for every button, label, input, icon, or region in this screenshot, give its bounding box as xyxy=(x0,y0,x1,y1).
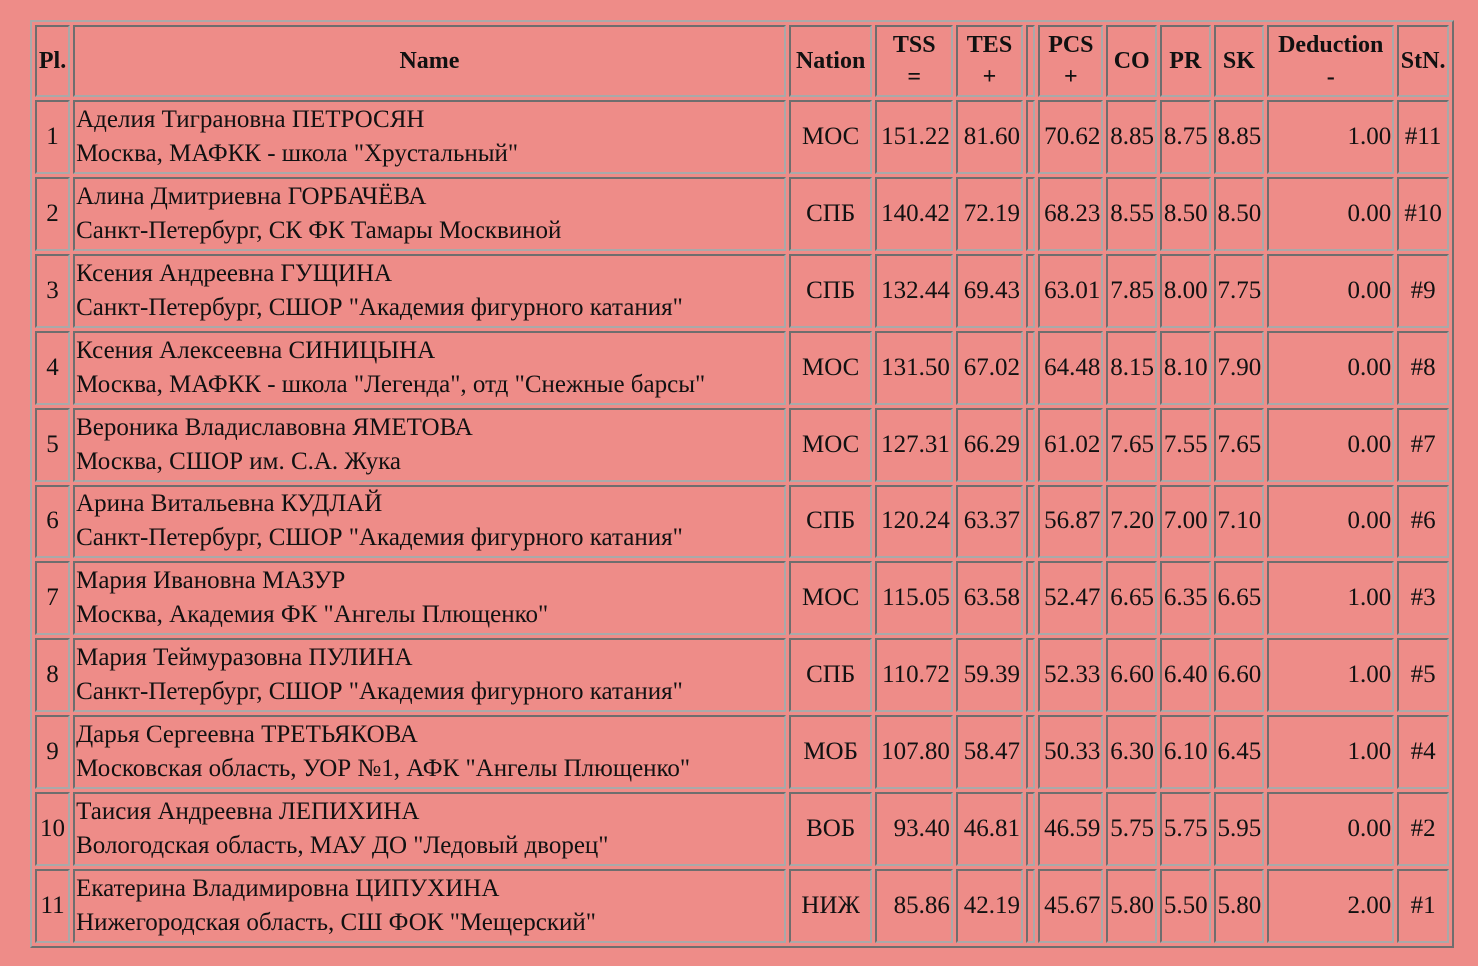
start-number-cell: #3 xyxy=(1397,561,1449,635)
tss-cell: 115.05 xyxy=(875,561,952,635)
table-row xyxy=(35,408,1449,482)
tss-cell: 127.31 xyxy=(875,408,952,482)
header-tes xyxy=(956,25,1023,97)
table-row xyxy=(35,561,1449,635)
header-row xyxy=(35,25,1449,97)
header-stn: StN. xyxy=(1397,25,1449,97)
co-cell: 7.20 xyxy=(1106,485,1157,559)
header-tss-label: TSS xyxy=(892,32,936,58)
skater-cell xyxy=(73,715,786,789)
pcs-cell: 46.59 xyxy=(1038,792,1103,866)
spacer-cell xyxy=(1026,254,1035,328)
tes-cell: 59.39 xyxy=(956,638,1023,712)
skater-name: Арина Витальевна КУДЛАЙ xyxy=(76,490,383,518)
pr-cell: 8.50 xyxy=(1160,177,1211,251)
tes-cell: 69.43 xyxy=(956,254,1023,328)
skater-club: Вологодская область, МАУ ДО "Ледовый дворец" xyxy=(76,832,609,860)
table-row xyxy=(35,715,1449,789)
table-row xyxy=(35,638,1449,712)
spacer-cell xyxy=(1026,792,1035,866)
pcs-cell: 52.33 xyxy=(1038,638,1103,712)
tes-cell: 66.29 xyxy=(956,408,1023,482)
header-tes-label: TES xyxy=(966,32,1013,58)
header-deduction xyxy=(1267,25,1394,97)
start-number-cell: #9 xyxy=(1397,254,1449,328)
skater-club: Санкт-Петербург, СШОР "Академия фигурного катания" xyxy=(76,678,683,706)
deduction-cell: 1.00 xyxy=(1267,715,1394,789)
skater-club: Москва, МАФКК - школа "Легенда", отд "Снежные барсы" xyxy=(76,370,706,398)
tss-cell: 120.24 xyxy=(875,485,952,559)
co-cell: 5.80 xyxy=(1106,869,1157,943)
spacer-cell xyxy=(1026,715,1035,789)
place-cell: 5 xyxy=(35,408,70,482)
pr-cell: 8.00 xyxy=(1160,254,1211,328)
start-number-cell: #10 xyxy=(1397,177,1449,251)
co-cell: 8.85 xyxy=(1106,100,1157,174)
pcs-cell: 56.87 xyxy=(1038,485,1103,559)
place-cell: 9 xyxy=(35,715,70,789)
skater-cell xyxy=(73,869,786,943)
skater-name: Мария Теймуразовна ПУЛИНА xyxy=(76,644,413,672)
start-number-cell: #5 xyxy=(1397,638,1449,712)
skater-club: Санкт-Петербург, СК ФК Тамары Москвиной xyxy=(76,216,562,244)
deduction-cell: 1.00 xyxy=(1267,638,1394,712)
sk-cell: 7.65 xyxy=(1214,408,1265,482)
spacer-cell xyxy=(1026,100,1035,174)
deduction-cell: 0.00 xyxy=(1267,254,1394,328)
pr-cell: 7.55 xyxy=(1160,408,1211,482)
deduction-cell: 2.00 xyxy=(1267,869,1394,943)
sk-cell: 8.50 xyxy=(1214,177,1265,251)
skater-name: Таисия Андреевна ЛЕПИХИНА xyxy=(76,798,420,826)
skater-club: Москва, МАФКК - школа "Хрустальный" xyxy=(76,139,519,167)
header-sk: SK xyxy=(1214,25,1265,97)
deduction-cell: 0.00 xyxy=(1267,485,1394,559)
place-cell: 4 xyxy=(35,331,70,405)
tss-cell: 140.42 xyxy=(875,177,952,251)
deduction-cell: 0.00 xyxy=(1267,177,1394,251)
header-tss-sign: = xyxy=(907,64,922,90)
header-deduction-sign: - xyxy=(1326,64,1335,90)
skater-cell xyxy=(73,485,786,559)
nation-cell: СПБ xyxy=(789,177,873,251)
sk-cell: 7.75 xyxy=(1214,254,1265,328)
table-row xyxy=(35,869,1449,943)
skater-club: Санкт-Петербург, СШОР "Академия фигурного катания" xyxy=(76,293,683,321)
skater-cell xyxy=(73,561,786,635)
nation-cell: МОС xyxy=(789,408,873,482)
pcs-cell: 61.02 xyxy=(1038,408,1103,482)
deduction-cell: 0.00 xyxy=(1267,331,1394,405)
start-number-cell: #1 xyxy=(1397,869,1449,943)
pr-cell: 5.50 xyxy=(1160,869,1211,943)
start-number-cell: #7 xyxy=(1397,408,1449,482)
header-tss xyxy=(875,25,952,97)
header-tes-sign: + xyxy=(982,64,997,90)
tss-cell: 93.40 xyxy=(875,792,952,866)
co-cell: 8.55 xyxy=(1106,177,1157,251)
co-cell: 7.85 xyxy=(1106,254,1157,328)
sk-cell: 6.45 xyxy=(1214,715,1265,789)
header-pr: PR xyxy=(1160,25,1211,97)
tss-cell: 131.50 xyxy=(875,331,952,405)
place-cell: 1 xyxy=(35,100,70,174)
sk-cell: 6.65 xyxy=(1214,561,1265,635)
tss-cell: 85.86 xyxy=(875,869,952,943)
nation-cell: МОС xyxy=(789,331,873,405)
tss-cell: 110.72 xyxy=(875,638,952,712)
pr-cell: 6.40 xyxy=(1160,638,1211,712)
table-row xyxy=(35,792,1449,866)
skater-name: Ксения Андреевна ГУЩИНА xyxy=(76,259,393,287)
skater-name: Аделия Тиграновна ПЕТРОСЯН xyxy=(76,105,425,133)
sk-cell: 7.10 xyxy=(1214,485,1265,559)
tss-cell: 132.44 xyxy=(875,254,952,328)
place-cell: 10 xyxy=(35,792,70,866)
pcs-cell: 45.67 xyxy=(1038,869,1103,943)
skater-cell xyxy=(73,254,786,328)
pcs-cell: 68.23 xyxy=(1038,177,1103,251)
deduction-cell: 0.00 xyxy=(1267,792,1394,866)
spacer-cell xyxy=(1026,331,1035,405)
skater-name: Екатерина Владимировна ЦИПУХИНА xyxy=(76,875,500,903)
header-pl: Pl. xyxy=(35,25,70,97)
sk-cell: 5.95 xyxy=(1214,792,1265,866)
pcs-cell: 70.62 xyxy=(1038,100,1103,174)
nation-cell: МОБ xyxy=(789,715,873,789)
header-pcs xyxy=(1038,25,1103,97)
skater-club: Московская область, УОР №1, АФК "Ангелы Плющенко" xyxy=(76,755,691,783)
skater-cell xyxy=(73,177,786,251)
table-row xyxy=(35,254,1449,328)
skater-club: Нижегородская область, СШ ФОК "Мещерский" xyxy=(76,909,596,937)
skater-name: Мария Ивановна МАЗУР xyxy=(76,567,346,595)
nation-cell: МОС xyxy=(789,561,873,635)
skater-cell xyxy=(73,100,786,174)
tes-cell: 63.58 xyxy=(956,561,1023,635)
place-cell: 11 xyxy=(35,869,70,943)
header-name: Name xyxy=(73,25,786,97)
place-cell: 3 xyxy=(35,254,70,328)
pr-cell: 5.75 xyxy=(1160,792,1211,866)
place-cell: 8 xyxy=(35,638,70,712)
pr-cell: 8.10 xyxy=(1160,331,1211,405)
nation-cell: МОС xyxy=(789,100,873,174)
results-table xyxy=(30,20,1454,948)
pcs-cell: 63.01 xyxy=(1038,254,1103,328)
start-number-cell: #8 xyxy=(1397,331,1449,405)
sk-cell: 7.90 xyxy=(1214,331,1265,405)
co-cell: 5.75 xyxy=(1106,792,1157,866)
tss-cell: 107.80 xyxy=(875,715,952,789)
skater-cell xyxy=(73,638,786,712)
co-cell: 6.60 xyxy=(1106,638,1157,712)
nation-cell: СПБ xyxy=(789,254,873,328)
tes-cell: 58.47 xyxy=(956,715,1023,789)
pr-cell: 7.00 xyxy=(1160,485,1211,559)
pcs-cell: 50.33 xyxy=(1038,715,1103,789)
table-row xyxy=(35,485,1449,559)
skater-cell xyxy=(73,792,786,866)
deduction-cell: 1.00 xyxy=(1267,100,1394,174)
place-cell: 7 xyxy=(35,561,70,635)
pr-cell: 6.10 xyxy=(1160,715,1211,789)
tes-cell: 67.02 xyxy=(956,331,1023,405)
start-number-cell: #4 xyxy=(1397,715,1449,789)
spacer-cell xyxy=(1026,485,1035,559)
tes-cell: 46.81 xyxy=(956,792,1023,866)
place-cell: 2 xyxy=(35,177,70,251)
tss-cell: 151.22 xyxy=(875,100,952,174)
deduction-cell: 1.00 xyxy=(1267,561,1394,635)
spacer-cell xyxy=(1026,869,1035,943)
header-deduction-label: Deduction xyxy=(1278,32,1384,58)
co-cell: 8.15 xyxy=(1106,331,1157,405)
header-spacer xyxy=(1026,25,1035,97)
nation-cell: НИЖ xyxy=(789,869,873,943)
pcs-cell: 64.48 xyxy=(1038,331,1103,405)
skater-cell xyxy=(73,408,786,482)
co-cell: 6.65 xyxy=(1106,561,1157,635)
start-number-cell: #11 xyxy=(1397,100,1449,174)
skater-club: Санкт-Петербург, СШОР "Академия фигурного катания" xyxy=(76,524,683,552)
tes-cell: 72.19 xyxy=(956,177,1023,251)
deduction-cell: 0.00 xyxy=(1267,408,1394,482)
table-row xyxy=(35,331,1449,405)
skater-cell xyxy=(73,331,786,405)
table-row xyxy=(35,100,1449,174)
sk-cell: 8.85 xyxy=(1214,100,1265,174)
skater-club: Москва, СШОР им. С.А. Жука xyxy=(76,447,401,475)
skater-name: Алина Дмитриевна ГОРБАЧЁВА xyxy=(76,182,427,210)
pr-cell: 6.35 xyxy=(1160,561,1211,635)
tes-cell: 81.60 xyxy=(956,100,1023,174)
table-row xyxy=(35,177,1449,251)
spacer-cell xyxy=(1026,177,1035,251)
header-pcs-sign: + xyxy=(1064,64,1078,90)
sk-cell: 5.80 xyxy=(1214,869,1265,943)
spacer-cell xyxy=(1026,408,1035,482)
place-cell: 6 xyxy=(35,485,70,559)
co-cell: 6.30 xyxy=(1106,715,1157,789)
start-number-cell: #2 xyxy=(1397,792,1449,866)
nation-cell: ВОБ xyxy=(789,792,873,866)
header-co: CO xyxy=(1106,25,1157,97)
skater-name: Дарья Сергеевна ТРЕТЬЯКОВА xyxy=(76,721,418,749)
co-cell: 7.65 xyxy=(1106,408,1157,482)
sk-cell: 6.60 xyxy=(1214,638,1265,712)
results-body xyxy=(35,100,1449,943)
spacer-cell xyxy=(1026,561,1035,635)
nation-cell: СПБ xyxy=(789,638,873,712)
skater-name: Вероника Владиславовна ЯМЕТОВА xyxy=(76,413,473,441)
header-pcs-label: PCS xyxy=(1048,32,1094,58)
tes-cell: 42.19 xyxy=(956,869,1023,943)
skater-club: Москва, Академия ФК "Ангелы Плющенко" xyxy=(76,601,549,629)
pr-cell: 8.75 xyxy=(1160,100,1211,174)
pcs-cell: 52.47 xyxy=(1038,561,1103,635)
header-nation: Nation xyxy=(789,25,873,97)
spacer-cell xyxy=(1026,638,1035,712)
skater-name: Ксения Алексеевна СИНИЦЫНА xyxy=(76,336,436,364)
start-number-cell: #6 xyxy=(1397,485,1449,559)
tes-cell: 63.37 xyxy=(956,485,1023,559)
nation-cell: СПБ xyxy=(789,485,873,559)
